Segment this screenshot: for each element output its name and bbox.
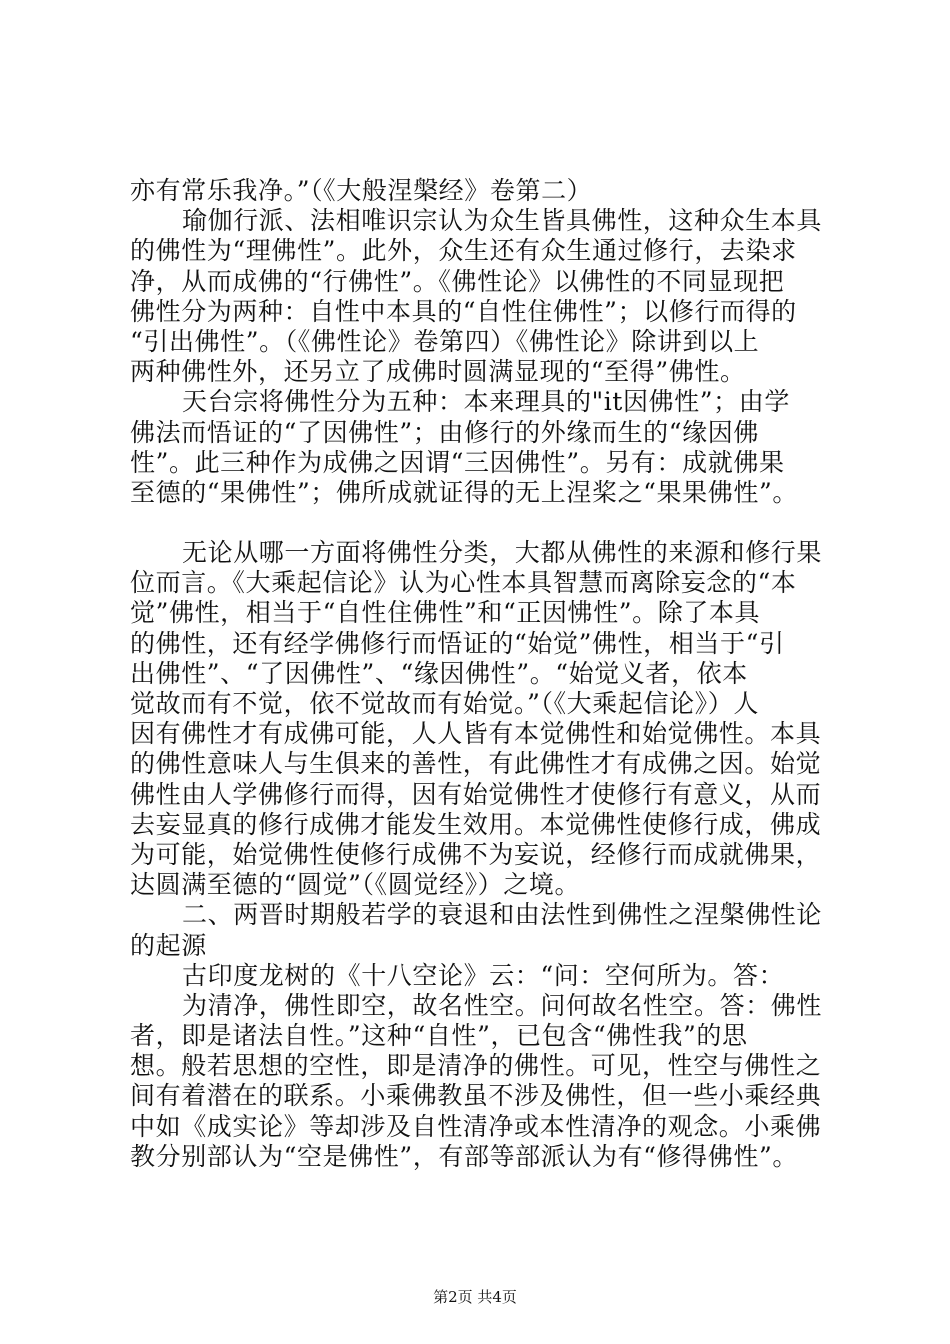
text-line: 去妄显真的修行成佛才能发生效用。本觉佛性使修行成，佛成	[130, 809, 822, 839]
page-number-footer: 第2页 共4页	[433, 1288, 517, 1306]
text-line: 出佛性”、“了因佛性”、“缘因佛性”。“始觉义者，依本	[130, 658, 748, 688]
section-heading-line: 的起源	[130, 930, 207, 960]
text-line: 天台宗将佛性分为五种：本来理具的"it因佛性”；由学	[182, 387, 790, 417]
section-heading-line: 二、两晋时期般若学的衰退和由法性到佛性之涅槃佛性论	[182, 900, 823, 930]
text-line: 至德的“果佛性”；佛所成就证得的无上涅桨之“果果佛性”。	[130, 477, 798, 507]
text-line: 亦有常乐我净。”（《大般涅槃经》卷第二）	[130, 176, 593, 205]
paragraph-gap	[130, 508, 850, 538]
text-line: “引出佛性”。（《佛性论》卷第四）《佛性论》除讲到以上	[130, 326, 760, 356]
text-line: 教分别部认为“空是佛性”，有部等部派认为有“修得佛性”。	[130, 1141, 798, 1171]
text-line: 达圆满至德的“圆觉”（《圆觉经》）之境。	[130, 870, 581, 900]
text-line: 为可能，始觉佛性使修行成佛不为妄说，经修行而成就佛果，	[130, 839, 822, 869]
text-line: 者，即是诸法自性。”这种“自性”，已包含“佛性我”的思	[130, 1021, 748, 1051]
text-line: 无论从哪一方面将佛性分类，大都从佛性的来源和修行果	[182, 538, 823, 568]
document-body	[130, 176, 850, 1172]
text-line: 佛法而悟证的“了因佛性”；由修行的外缘而生的“缘因佛	[130, 417, 759, 447]
text-line: 的佛性，还有经学佛修行而悟证的“始觉”佛性，相当于“引	[130, 628, 785, 658]
text-line: 两种佛性外，还另立了成佛时圆满显现的“至得”佛性。	[130, 357, 746, 387]
text-line: 的佛性意味人与生俱来的善性，有此佛性才有成佛之因。始觉	[130, 749, 822, 779]
text-line: 因有佛性才有成佛可能，人人皆有本觉佛性和始觉佛性。本具	[130, 719, 822, 749]
text-line: 间有着潜在的联系。小乘佛教虽不涉及佛性，但一些小乘经典	[130, 1081, 822, 1111]
text-line: 古印度龙树的《十八空论》云：“问：空何所为。答：	[182, 960, 785, 990]
text-line: 佛性由人学佛修行而得，因有始觉佛性才使修行有意义，从而	[130, 779, 822, 809]
text-line: 觉”佛性，相当于“自性住佛性”和“正因怫性”。除了本具	[130, 598, 761, 628]
text-line: 为清净，佛性即空，故名性空。问何故名性空。答：佛性	[182, 990, 823, 1020]
text-line: 净，从而成佛的“行佛性”。《佛性论》以佛性的不同显现把	[130, 266, 785, 296]
text-line: 佛性分为两种：自性中本具的“自性住佛性”；以修行而得的	[130, 296, 797, 326]
text-line: 的佛性为“理佛性”。此外，众生还有众生通过修行，去染求	[130, 236, 797, 266]
text-line: 觉故而有不觉，依不觉故而有始觉。”（《大乘起信论》）人	[130, 689, 759, 718]
text-line: 性”。此三种作为成佛之因谓“三因佛性”。另有：成就佛果	[130, 447, 785, 477]
text-line: 中如《成实论》等却涉及自性清净或本性清净的观念。小乘佛	[130, 1111, 822, 1141]
text-line: 位而言。《大乘起信论》认为心性本具智慧而离除妄念的“本	[130, 568, 797, 598]
text-line: 瑜伽行派、法相唯识宗认为众生皆具佛性，这种众生本具	[182, 206, 823, 236]
text-line: 想。般若思想的空性，即是清净的佛性。可见，性空与佛性之	[130, 1051, 822, 1081]
